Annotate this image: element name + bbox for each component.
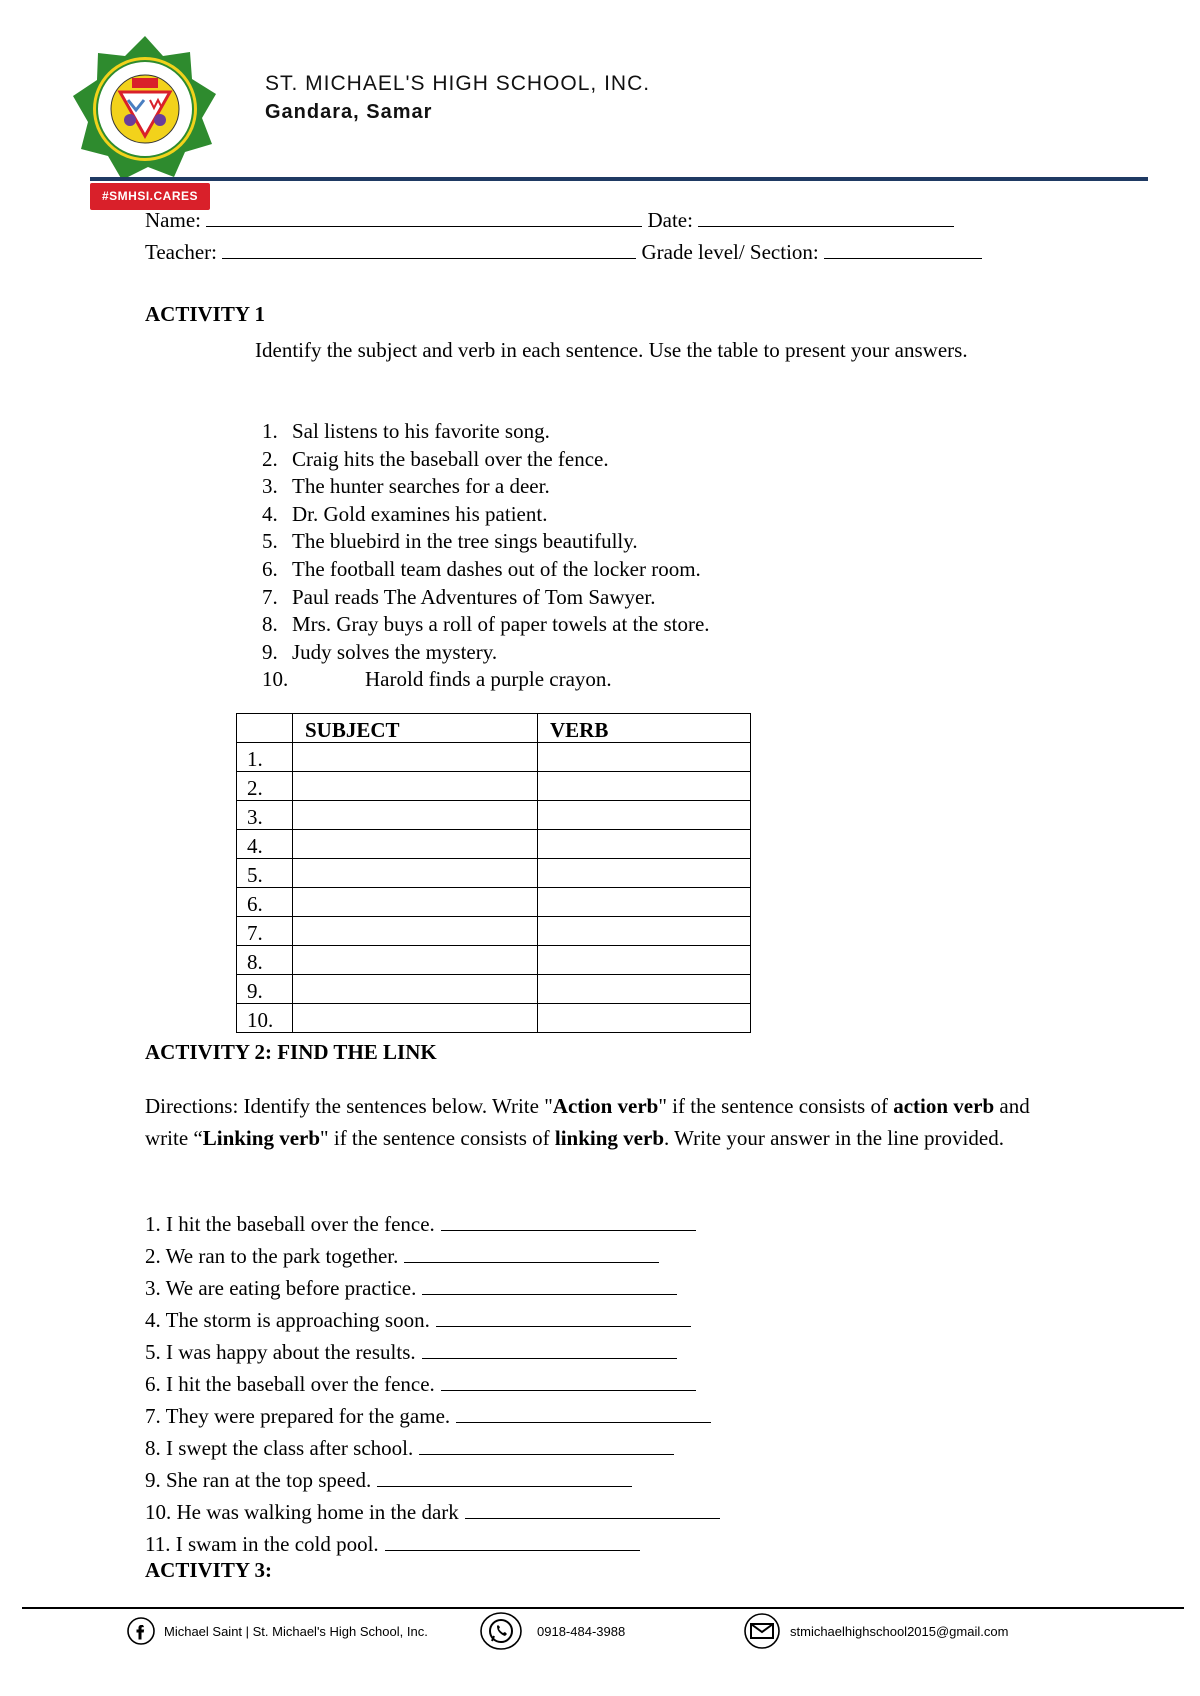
answer-line[interactable]	[422, 1272, 677, 1295]
school-seal-logo	[70, 34, 220, 184]
col-header-number	[237, 714, 293, 743]
list-item	[262, 446, 710, 474]
item-sentence: 10. He was walking home in the dark	[145, 1500, 459, 1524]
col-header-verb: VERB	[538, 714, 751, 743]
table-row	[237, 772, 751, 801]
table-header-row	[237, 714, 751, 743]
list-item	[145, 1240, 720, 1272]
directions-text: Directions: Identify the sentences below. Write "	[145, 1094, 553, 1118]
list-item-text: Sal listens to his favorite song.	[292, 419, 550, 443]
list-item	[145, 1496, 720, 1528]
table-row	[237, 888, 751, 917]
row-number-cell: 9.	[237, 975, 293, 1004]
directions-text: and write “	[145, 1094, 1030, 1150]
verb-answer-cell[interactable]	[538, 772, 751, 801]
list-item	[262, 528, 710, 556]
col-header-subject: SUBJECT	[293, 714, 538, 743]
row-number-cell: 8.	[237, 946, 293, 975]
school-location: Gandara, Samar	[265, 101, 433, 123]
list-item-text: Mrs. Gray buys a roll of paper towels at the store.	[292, 612, 710, 637]
directions-bold-action-verb: Action verb	[552, 1094, 659, 1118]
directions-bold-linking-verb-2: linking verb	[554, 1126, 665, 1150]
phone-number: 0918-484-3988	[537, 1623, 626, 1639]
list-item-number: 6.	[262, 556, 278, 581]
subject-answer-cell[interactable]	[293, 917, 538, 946]
item-sentence: 8. I swept the class after school.	[145, 1436, 414, 1460]
subject-answer-cell[interactable]	[293, 772, 538, 801]
footer-email[interactable]	[742, 1608, 1008, 1654]
row-number-cell: 6.	[237, 888, 293, 917]
list-item	[262, 473, 710, 501]
teacher-field[interactable]	[222, 238, 636, 259]
answer-line[interactable]	[441, 1208, 696, 1231]
mail-icon	[742, 1612, 782, 1650]
footer-phone[interactable]	[479, 1608, 625, 1654]
row-number-cell: 1.	[237, 743, 293, 772]
footer-facebook[interactable]	[126, 1608, 428, 1654]
item-sentence: 5. I was happy about the results.	[145, 1340, 416, 1364]
list-item-text: Harold finds a purple crayon.	[365, 667, 612, 692]
list-item	[145, 1208, 720, 1240]
row-number-cell: 7.	[237, 917, 293, 946]
subject-answer-cell[interactable]	[293, 830, 538, 859]
date-field[interactable]	[698, 206, 954, 227]
verb-answer-cell[interactable]	[538, 917, 751, 946]
list-item-number: 1.	[262, 419, 278, 443]
verb-answer-cell[interactable]	[538, 1004, 751, 1033]
subject-answer-cell[interactable]	[293, 743, 538, 772]
subject-answer-cell[interactable]	[293, 1004, 538, 1033]
list-item	[262, 639, 710, 667]
list-item	[262, 501, 710, 529]
answer-line[interactable]	[422, 1336, 677, 1359]
answer-line[interactable]	[404, 1240, 659, 1263]
list-item	[262, 666, 710, 694]
directions-bold-linking-verb: Linking verb	[202, 1126, 321, 1150]
answer-line[interactable]	[419, 1432, 674, 1455]
activity-3-title: ACTIVITY 3:	[145, 1558, 272, 1582]
verb-answer-cell[interactable]	[538, 975, 751, 1004]
list-item	[262, 611, 710, 639]
list-item	[145, 1368, 720, 1400]
table-row	[237, 859, 751, 888]
table-row	[237, 975, 751, 1004]
list-item-text: Dr. Gold examines his patient.	[292, 501, 548, 526]
table-row	[237, 830, 751, 859]
hashtag-badge: #SMHSI.CARES	[90, 183, 210, 210]
answer-line[interactable]	[441, 1368, 696, 1391]
list-item-text: The hunter searches for a deer.	[292, 474, 550, 499]
answer-line[interactable]	[456, 1400, 711, 1423]
grade-label: Grade level/ Section:	[641, 240, 819, 264]
item-sentence: 6. I hit the baseball over the fence.	[145, 1372, 435, 1396]
subject-verb-table	[236, 713, 751, 1033]
list-item-number: 9.	[262, 639, 278, 664]
verb-answer-cell[interactable]	[538, 830, 751, 859]
row-number-cell: 10.	[237, 1004, 293, 1033]
directions-text: " if the sentence consists of	[320, 1126, 555, 1150]
item-sentence: 4. The storm is approaching soon.	[145, 1308, 430, 1332]
facebook-text: Michael Saint | St. Michael's High School, Inc.	[164, 1623, 428, 1639]
directions-text: " if the sentence consists of	[658, 1094, 894, 1118]
list-item	[262, 584, 710, 612]
table-row	[237, 801, 751, 830]
list-item-number: 7.	[262, 584, 278, 609]
subject-answer-cell[interactable]	[293, 946, 538, 975]
row-number-cell: 3.	[237, 801, 293, 830]
list-item	[145, 1400, 720, 1432]
row-number-cell: 4.	[237, 830, 293, 859]
subject-answer-cell[interactable]	[293, 801, 538, 830]
list-item	[145, 1432, 720, 1464]
activity-1-title: ACTIVITY 1	[145, 302, 265, 326]
list-item-number: 10.	[262, 667, 289, 692]
answer-line[interactable]	[436, 1304, 691, 1327]
row-number-cell: 2.	[237, 772, 293, 801]
list-item-number: 3.	[262, 474, 278, 499]
school-name: ST. MICHAEL'S HIGH SCHOOL, INC.	[265, 72, 651, 95]
list-item-text: The football team dashes out of the locker room.	[292, 556, 701, 581]
item-sentence: 3. We are eating before practice.	[145, 1276, 417, 1300]
facebook-icon	[126, 1616, 156, 1646]
verb-answer-cell[interactable]	[538, 801, 751, 830]
subject-answer-cell[interactable]	[293, 975, 538, 1004]
name-date-row	[145, 206, 954, 233]
whatsapp-icon	[479, 1611, 523, 1651]
item-sentence: 11. I swam in the cold pool.	[145, 1532, 379, 1556]
directions-text: . Write your answer in the line provided.	[664, 1126, 1004, 1150]
grade-section-field[interactable]	[824, 238, 982, 259]
list-item-text: Craig hits the baseball over the fence.	[292, 446, 609, 471]
list-item	[145, 1528, 720, 1560]
row-number-cell: 5.	[237, 859, 293, 888]
teacher-label: Teacher:	[145, 240, 217, 264]
date-label: Date:	[647, 208, 693, 232]
list-item-number: 5.	[262, 529, 278, 554]
verb-answer-cell[interactable]	[538, 946, 751, 975]
verb-answer-cell[interactable]	[538, 859, 751, 888]
item-sentence: 7. They were prepared for the game.	[145, 1404, 451, 1428]
answer-line[interactable]	[465, 1496, 720, 1519]
item-sentence: 1. I hit the baseball over the fence.	[145, 1212, 435, 1236]
answer-line[interactable]	[377, 1464, 632, 1487]
list-item-text: Judy solves the mystery.	[292, 639, 498, 664]
list-item-number: 4.	[262, 501, 278, 526]
name-field[interactable]	[206, 206, 642, 227]
email-address: stmichaelhighschool2015@gmail.com	[790, 1623, 1009, 1639]
activity-2-title: ACTIVITY 2: FIND THE LINK	[145, 1040, 437, 1064]
subject-answer-cell[interactable]	[293, 859, 538, 888]
activity-2-item-list	[145, 1208, 720, 1560]
activity-1-instructions: Identify the subject and verb in each sentence. Use the table to present your answers.	[255, 338, 968, 362]
list-item	[145, 1304, 720, 1336]
list-item	[145, 1336, 720, 1368]
table-row	[237, 946, 751, 975]
list-item-text: The bluebird in the tree sings beautifully.	[292, 529, 638, 554]
list-item-text: Paul reads The Adventures of Tom Sawyer.	[292, 584, 656, 609]
item-sentence: 9. She ran at the top speed.	[145, 1468, 372, 1492]
activity-2-directions	[145, 1090, 1045, 1154]
subject-answer-cell[interactable]	[293, 888, 538, 917]
verb-answer-cell[interactable]	[538, 888, 751, 917]
list-item	[262, 556, 710, 584]
list-item	[262, 418, 710, 446]
teacher-grade-row	[145, 238, 982, 265]
table-row	[237, 917, 751, 946]
list-item-number: 8.	[262, 612, 278, 637]
list-item	[145, 1464, 720, 1496]
table-row	[237, 743, 751, 772]
item-sentence: 2. We ran to the park together.	[145, 1244, 399, 1268]
verb-answer-cell[interactable]	[538, 743, 751, 772]
list-item-number: 2.	[262, 446, 278, 471]
header-divider	[90, 177, 1148, 181]
name-label: Name:	[145, 208, 201, 232]
directions-bold-action-verb-2: action verb	[893, 1094, 995, 1118]
list-item	[145, 1272, 720, 1304]
answer-line[interactable]	[385, 1528, 640, 1551]
table-row	[237, 1004, 751, 1033]
activity-1-sentence-list	[262, 418, 710, 694]
